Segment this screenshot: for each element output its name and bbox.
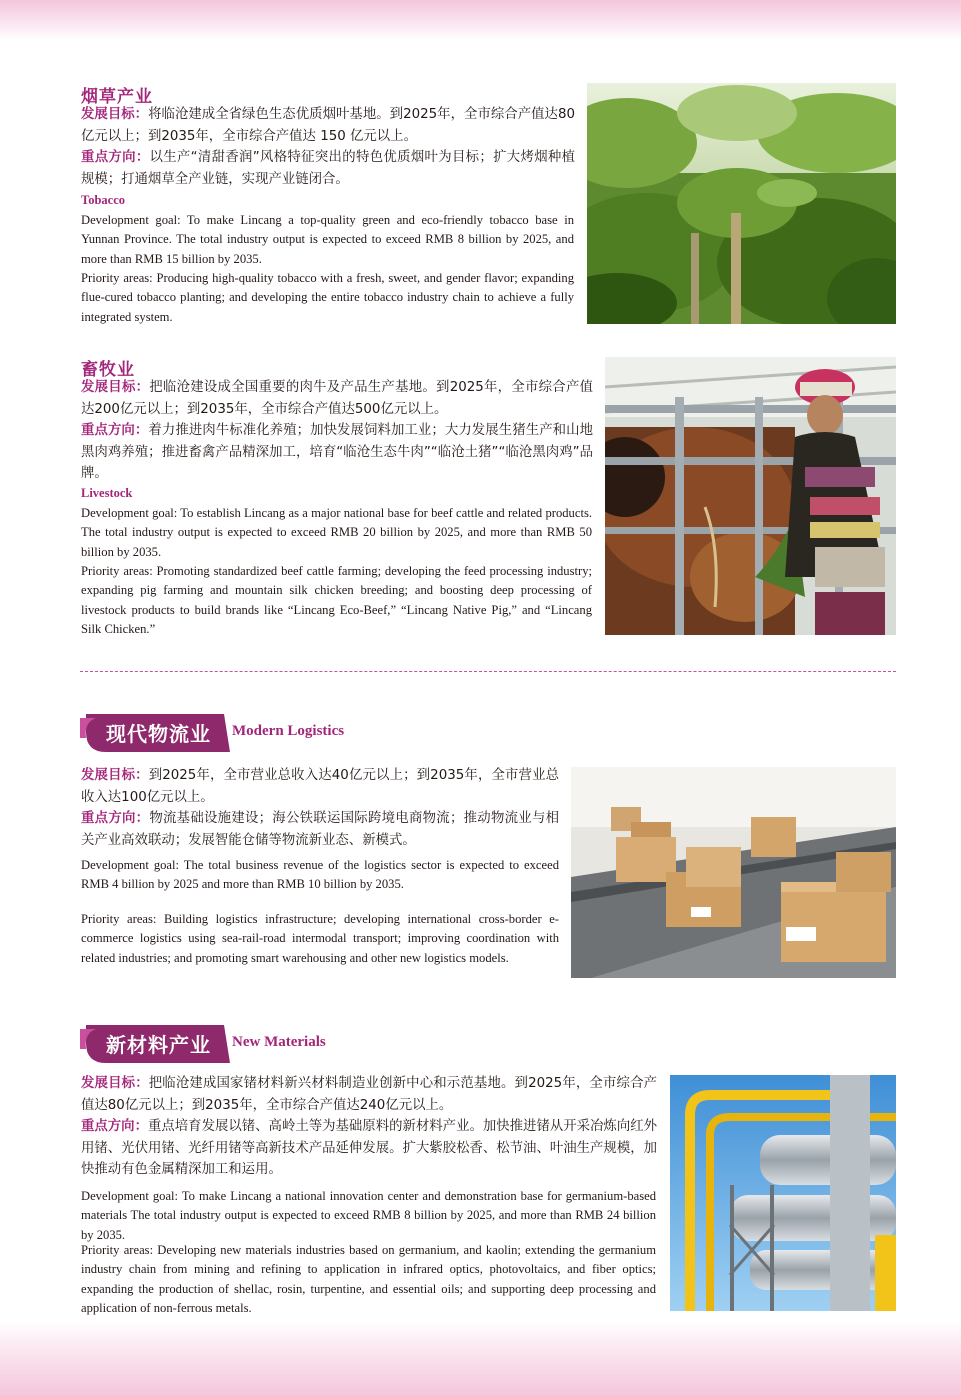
goal-text: 把临沧建设成全国重要的肉牛及产品生产基地。到2025年，全市综合产值达200亿元以上；到2035年，全市综合产值达500亿元以上。	[81, 380, 594, 417]
top-pink-band	[0, 0, 961, 40]
logistics-title-zh: 现代物流业	[106, 722, 211, 746]
priority-label: 重点方向：	[81, 423, 149, 438]
priority-text: 着力推进肉牛标准化养殖；加快发展饲料加工业；大力发展生猪生产和山地黑肉鸡养殖；推进畜禽产品精深加工，培育“临沧生态牛肉”“临沧土猪”“临沧黑肉鸡”品牌。	[81, 423, 594, 481]
materials-priority-en: Priority areas: Developing new materials industries based on germanium, and kaolin; extending the germanium industry chain from mining and refining to application in infrared optics, photovoltaics, and fiber optics; expanding the production of shellac, rosin, turpentine, and essential oils; and supporting deep processing and application of non-ferrous metals.	[81, 1243, 656, 1315]
tobacco-goal-en: Development goal: To make Lincang a top-quality green and eco-friendly tobacco base in Yunnan Province. The total industry output is expected to exceed RMB 8 billion by 2025, and more than RMB 15 billion by 2035.	[81, 213, 574, 266]
logistics-tab	[80, 714, 345, 752]
tobacco-goal-zh	[81, 104, 575, 147]
tobacco-field-photo	[587, 83, 896, 324]
livestock-goal-zh	[81, 377, 593, 420]
logistics-priority-zh	[81, 808, 559, 851]
livestock-goal-en: Development goal: To establish Lincang as a major national base for beef cattle and related products. The total industry output is expected to exceed RMB 20 billion by 2025, and more than RMB 50 billion by 2035.	[81, 506, 592, 559]
goal-text: 把临沧建成国家锗材料新兴材料制造业创新中心和示范基地。到2025年，全市综合产值达80亿元以上；到2035年，全市综合产值达240亿元以上。	[81, 1076, 658, 1113]
goal-label: 发展目标：	[81, 380, 150, 395]
materials-title-zh: 新材料产业	[106, 1033, 211, 1057]
priority-label: 重点方向：	[81, 150, 150, 165]
priority-label: 重点方向：	[81, 811, 150, 826]
goal-label: 发展目标：	[81, 768, 149, 783]
logistics-boxes-photo	[571, 767, 896, 978]
priority-text: 重点培育发展以锗、高岭土等为基础原料的新材料产业。加快推进锗从开采冶炼向红外用锗、光伏用锗、光纤用锗等高新技术产品延伸发展。扩大紫胶松香、松节油、叶油生产规模，加快推动有色金属精深加工和运用。	[81, 1119, 658, 1177]
tobacco-title-zh: 烟草产业	[81, 87, 153, 107]
cattle-farmer-photo	[605, 357, 896, 635]
logistics-priority-en: Priority areas: Building logistics infrastructure; developing international cross-border e-commerce logistics using sea-rail-road intermodal transport; improving coordination with related industries; and promoting smart warehousing and other new logistics models.	[81, 912, 559, 965]
tobacco-priority-zh	[81, 147, 575, 190]
goal-label: 发展目标：	[81, 1076, 149, 1091]
materials-tab	[80, 1025, 326, 1063]
logistics-goal-zh	[81, 765, 559, 808]
materials-goal-en: Development goal: To make Lincang a national innovation center and demonstration base for germanium-based materials The total industry output is expected to exceed RMB 8 billion by 2025, and more than RMB 24 billion by 2035.	[81, 1189, 656, 1242]
goal-text: 将临沧建成全省绿色生态优质烟叶基地。到2025年，全市综合产值达80亿元以上；到2035年，全市综合产值达 150 亿元以上。	[81, 107, 576, 144]
logistics-goal-en: Development goal: The total business revenue of the logistics sector is expected to exceed RMB 4 billion by 2025 and more than RMB 10 billion by 2035.	[81, 858, 559, 892]
livestock-priority-en: Priority areas: Promoting standardized beef cattle farming; developing the feed processing industry; expanding pig farming and mountain silk chicken breeding; and boosting deep processing of livestock products to build brands like “Lincang Eco-Beef,” “Lincang Native Pig,” and “Lincang Silk Chicken.”	[81, 564, 592, 636]
industrial-pipes-photo	[670, 1075, 896, 1311]
bottom-pink-band	[0, 1321, 961, 1396]
priority-text: 物流基础设施建设；海公铁联运国际跨境电商物流；推动物流业与相关产业高效联动；发展智能仓储等物流新业态、新模式。	[81, 811, 560, 848]
priority-text: 以生产“清甜香润”风格特征突出的特色优质烟叶为目标；扩大烤烟种植规模；打通烟草全产业链，实现产业链闭合。	[81, 150, 576, 187]
priority-label: 重点方向：	[81, 1119, 148, 1134]
tobacco-title-en: Tobacco	[81, 193, 125, 207]
materials-goal-zh	[81, 1073, 657, 1116]
livestock-priority-zh	[81, 420, 593, 485]
goal-label: 发展目标：	[81, 107, 149, 122]
goal-text: 到2025年，全市营业总收入达40亿元以上；到2035年，全市营业总收入达100亿元以上。	[81, 768, 560, 805]
livestock-title-en: Livestock	[81, 486, 133, 500]
livestock-title-zh: 畜牧业	[81, 360, 135, 380]
tobacco-priority-en: Priority areas: Producing high-quality tobacco with a fresh, sweet, and gender flavor; expanding flue-cured tobacco planting; and developing the entire tobacco industry chain to achieve a fully integrated system.	[81, 271, 574, 324]
logistics-title-en: Modern Logistics	[232, 723, 345, 739]
materials-priority-zh	[81, 1116, 657, 1181]
materials-title-en: New Materials	[232, 1034, 326, 1050]
section-divider	[80, 671, 896, 672]
